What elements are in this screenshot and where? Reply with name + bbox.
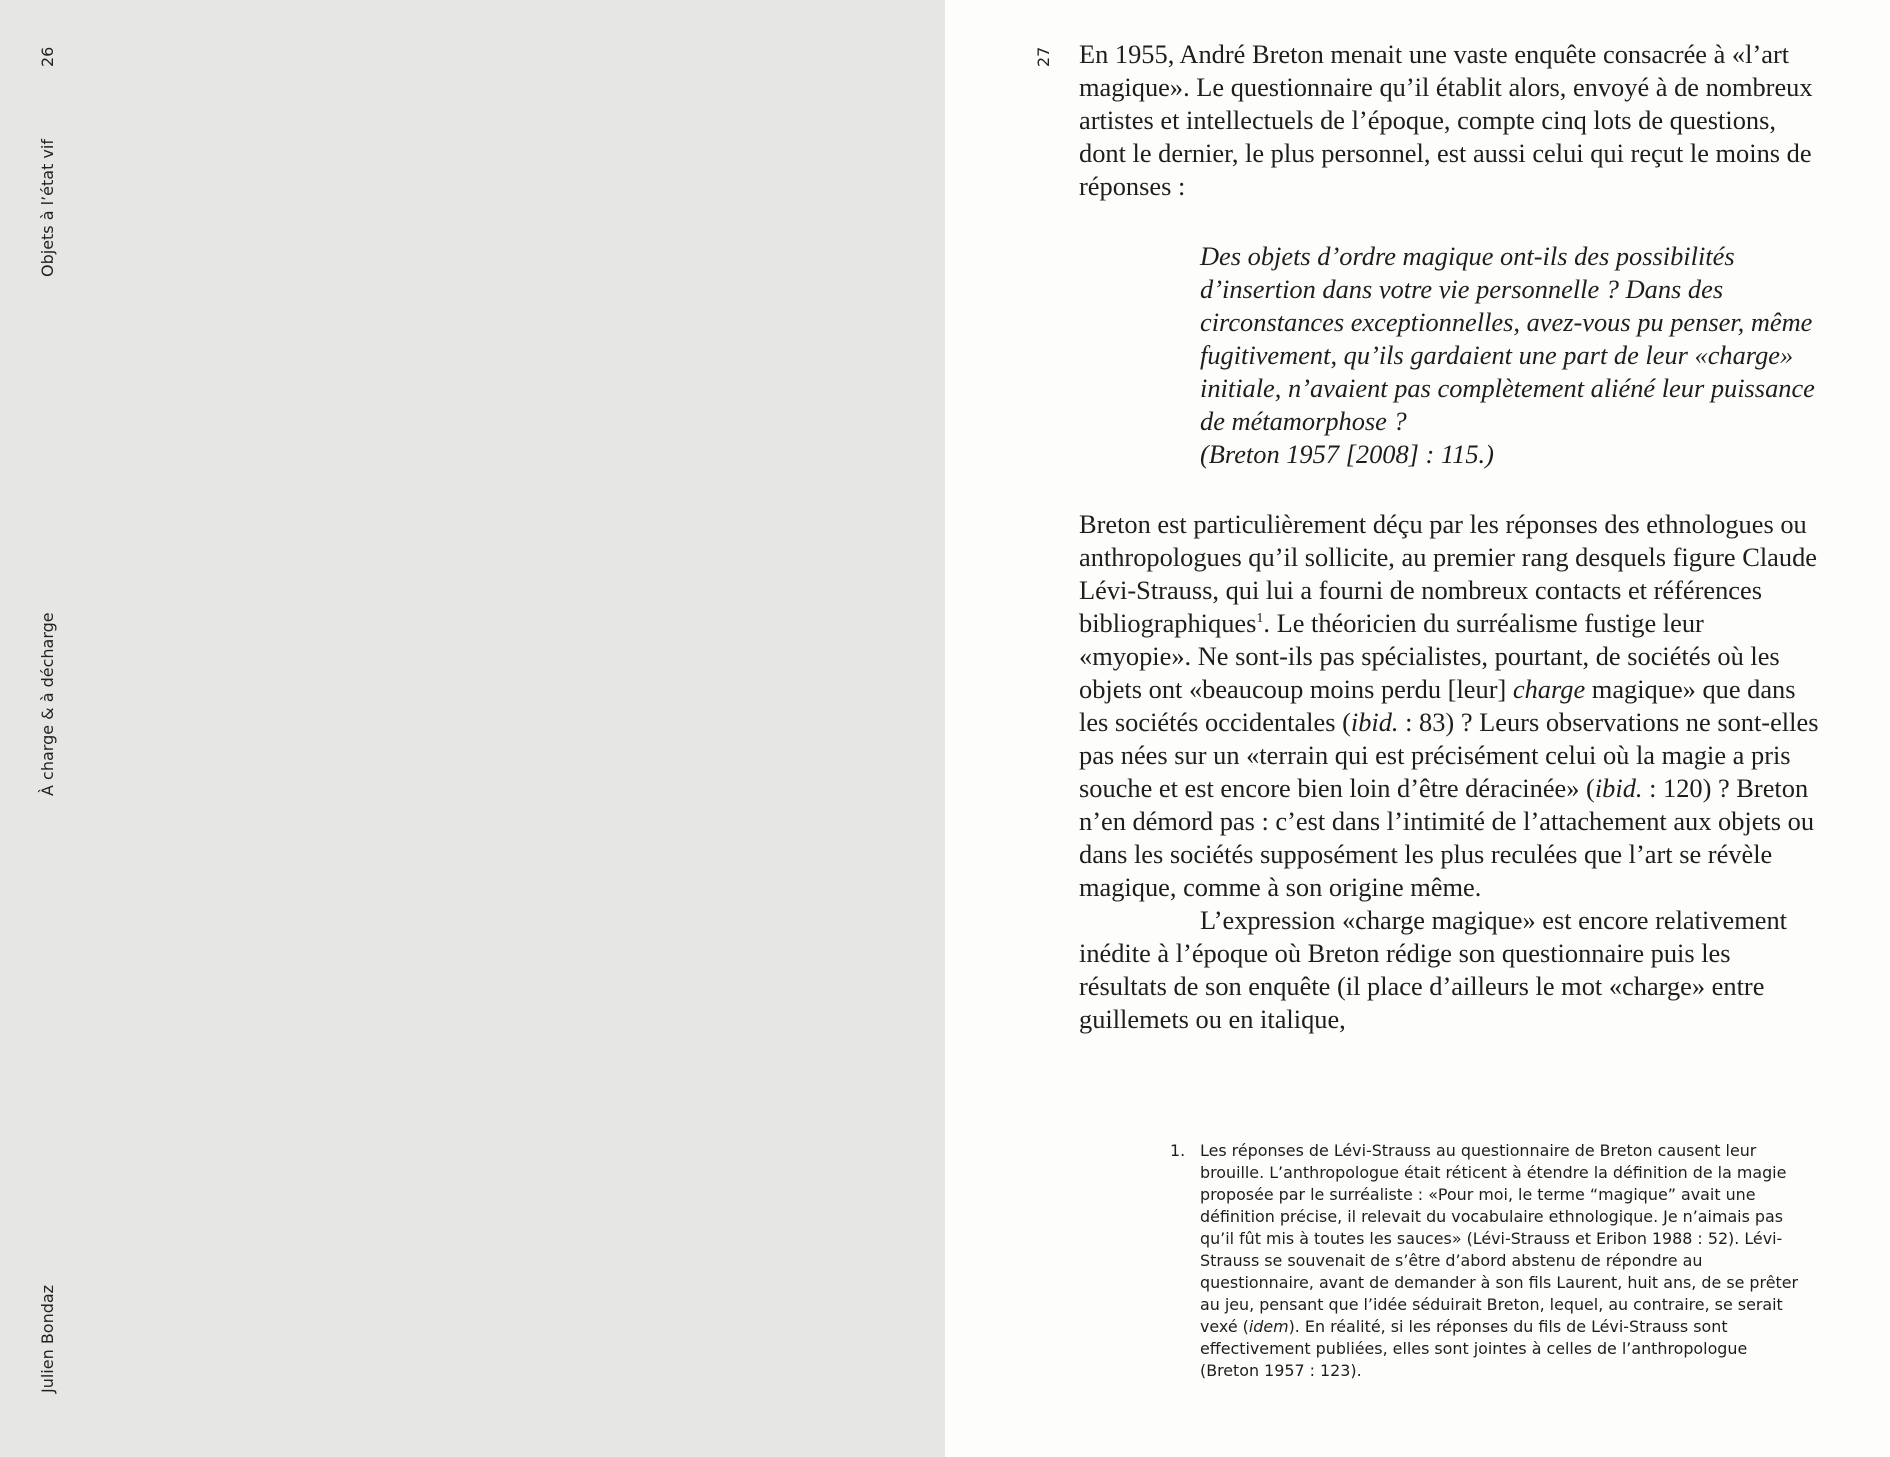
section-title: À charge & à décharge: [38, 612, 57, 796]
paragraph-3: L’expression «charge magique» est encore relativement inédite à l’époque où Breton rédige son questionnaire puis les résultats de son enquête (il place d’ailleurs le mot «charge» entre guillemets ou en italique,: [1079, 905, 1787, 1034]
right-page-number: 27: [1034, 46, 1053, 67]
body-text: [1079, 38, 1819, 1036]
paragraph-1: En 1955, André Breton menait une vaste enquête consacrée à «l’art magique». Le questionnaire qu’il établit alors, envoyé à de nombreux artistes et intellectuels de l’époque, compte cinq lots de questions, dont le dernier, le plus personnel, est aussi celui qui reçut le moins de réponses :: [1079, 39, 1813, 201]
running-title: Objets à l’état vif: [38, 139, 57, 277]
footnote-text: Les réponses de Lévi-Strauss au questionnaire de Breton causent leur brouille. L’anthropologue était réticent à étendre la définition de la magie proposée par le surréaliste : «Pour moi, le terme “magique” avait une définition précise, il relevait du vocabulaire ethnologique. Je n’aimais pas qu’il fût mis à toutes les sauces» (Lévi-Strauss et Eribon 1988 : 52). Lévi-Strauss se souvenait de s’être d’abord abstenu de répondre au questionnaire, avant de demander à son fils Laurent, huit ans, de se prêter au jeu, pensant que l’idée séduirait Breton, lequel, au contraire, se serait vexé (idem). En réalité, si les réponses du fils de Lévi-Strauss sont effectivement publiées, elles sont jointes à celles de l’anthropologue (Breton 1957 : 123).: [1200, 1141, 1799, 1380]
footnote: [1170, 1140, 1810, 1382]
author-name: Julien Bondaz: [38, 1284, 57, 1393]
paragraph-2: Breton est particulièrement déçu par les réponses des ethnologues ou anthropologues qu’il sollicite, au premier rang desquels figure Claude Lévi-Strauss, qui lui a fourni de nombreux contacts et références bibliographiques$^1$. Le théoricien du surréalisme fustige leur «myopie». Ne sont-ils pas spécialistes, pourtant, de sociétés où les objets ont «beaucoup moins perdu [leur] charge magique» que dans les sociétés occidentales (ibid. : 83) ? Leurs observations ne sont-elles pas nées sur un «terrain qui est précisément celui où la magie a pris souche et est encore bien loin d’être déracinée» (ibid. : 120) ? Breton n’en démord pas : c’est dans l’intimité de l’attachement aux objets ou dans les sociétés supposément les plus reculées que l’art se révèle magique, comme à son origine même.: [1079, 509, 1819, 902]
footnote-number: 1.: [1170, 1141, 1186, 1160]
footnote-reference[interactable]: 1: [1256, 611, 1264, 627]
blockquote-citation: (Breton 1957 [2008] : 115.): [1200, 439, 1494, 469]
left-page-number: 26: [38, 46, 57, 67]
blockquote-text: Des objets d’ordre magique ont-ils des possibilités d’insertion dans votre vie personnelle ? Dans des circonstances exceptionnelles, avez-vous pu penser, même fugitivement, qu’ils gardaient une part de leur «charge» initiale, n’avaient pas complètement aliéné leur puissance de métamorphose ?: [1200, 241, 1815, 436]
blockquote: [1200, 240, 1819, 471]
